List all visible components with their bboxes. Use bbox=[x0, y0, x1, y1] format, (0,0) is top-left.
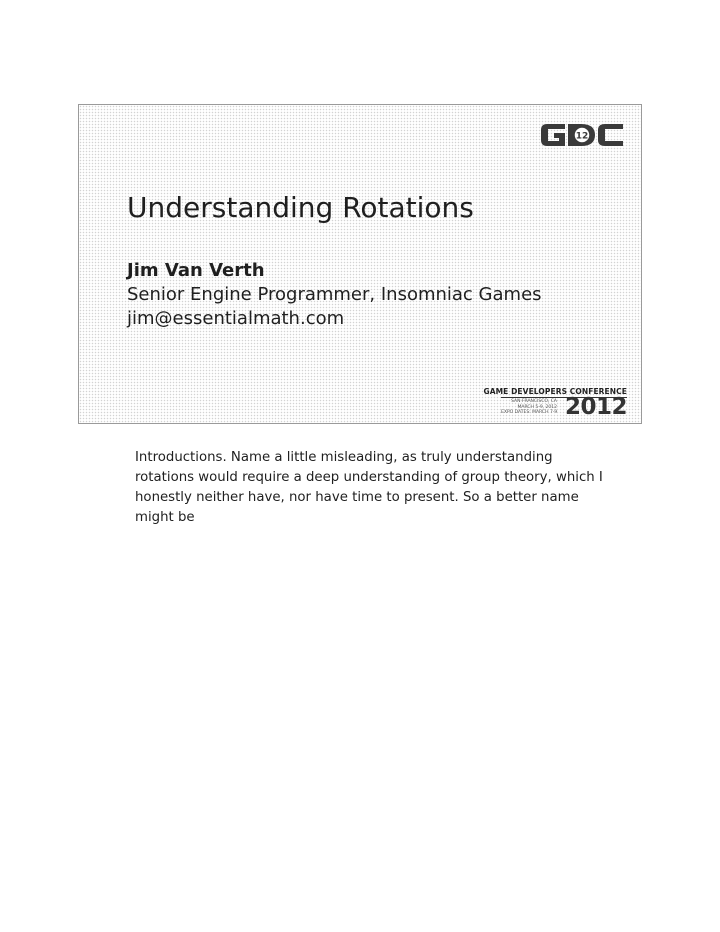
author-name: Jim Van Verth bbox=[127, 260, 265, 281]
conference-badge bbox=[483, 387, 627, 420]
author-block bbox=[127, 259, 542, 331]
conference-details bbox=[501, 399, 557, 416]
logo-number: 12 bbox=[575, 131, 589, 142]
author-email: jim@essentialmath.com bbox=[127, 308, 345, 329]
conference-expo-dates: EXPO DATES: MARCH 7-9 bbox=[501, 410, 558, 416]
conference-year: 2012 bbox=[564, 394, 627, 420]
conference-dates: MARCH 5-9, 2012 bbox=[517, 404, 557, 410]
slide-title: Understanding Rotations bbox=[127, 191, 474, 224]
slide bbox=[78, 104, 642, 424]
speaker-notes: Introductions. Name a little misleading, as truly understanding rotations would require a deep understanding of group theory, which I honestly neither have, nor have time to present. So a better name might be bbox=[135, 450, 603, 525]
conference-name: GAME DEVELOPERS CONFERENCE bbox=[483, 387, 627, 396]
gdc-logo bbox=[537, 115, 629, 153]
conference-location: SAN FRANCISCO, CA bbox=[511, 399, 557, 404]
author-role: Senior Engine Programmer, Insomniac Games bbox=[127, 284, 542, 305]
